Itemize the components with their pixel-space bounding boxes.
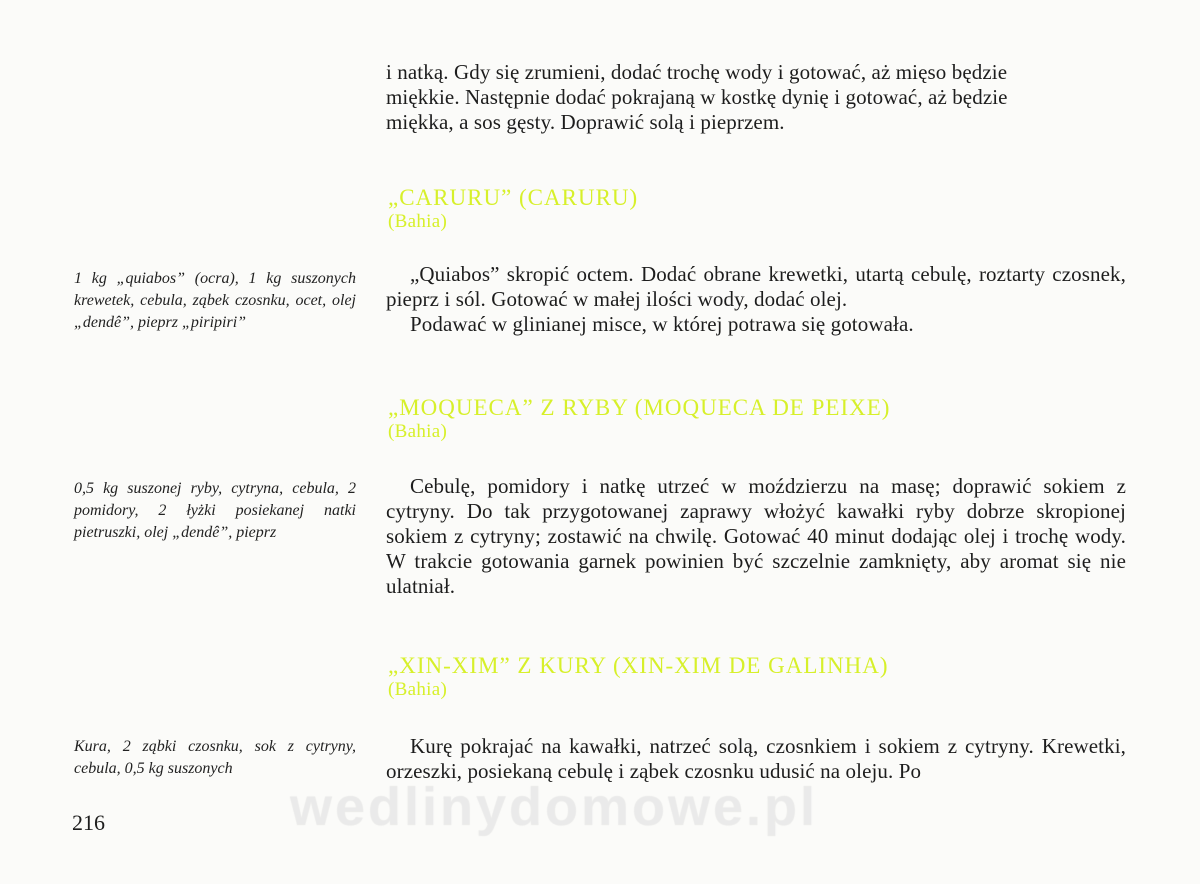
recipe-title: „MOQUECA” Z RYBY (MOQUECA DE PEIXE)	[388, 395, 891, 420]
ingredients-caruru: 1 kg „quiabos” (ocra), 1 kg suszonych krewetek, cebula, ząbek czosnku, ocet, olej „dendê”, pieprz „piripiri”	[74, 270, 356, 331]
recipe-heading-caruru	[388, 186, 638, 234]
instructions-paragraph: „Quiabos” skropić octem. Dodać obrane krewetki, utartą cebulę, roztarty czosnek, pieprz i sól. Gotować w małej ilości wody, dodać olej.	[386, 262, 1126, 311]
ingredients-moqueca: 0,5 kg suszonej ryby, cytryna, cebula, 2 pomidory, 2 łyżki posiekanej natki pietruszki, olej „dendê”, pieprz	[74, 480, 356, 541]
recipe-title: „XIN-XIM” Z KURY (XIN-XIM DE GALINHA)	[388, 653, 889, 678]
intro-paragraph	[386, 60, 1126, 135]
recipe-title: „CARURU” (CARURU)	[388, 185, 639, 210]
instructions-caruru	[386, 262, 1126, 337]
watermark: wedlinydomowe.pl	[290, 777, 819, 837]
recipe-heading-xinxim	[388, 654, 889, 702]
instructions-moqueca	[386, 474, 1126, 599]
instructions-paragraph: Podawać w glinianej misce, w której potrawa się gotowała.	[410, 312, 914, 336]
intro-line: miękkie. Następnie dodać pokrajaną w kostkę dynię i gotować, aż będzie	[386, 85, 1008, 109]
instructions-paragraph: Kurę pokrajać na kawałki, natrzeć solą, czosnkiem i sokiem z cytryny. Krewetki, orzeszki, posiekaną cebulę i ząbek czosnku udusić na oleju. Po	[386, 734, 1126, 783]
page-number: 216	[72, 810, 105, 835]
intro-line: miękka, a sos gęsty. Doprawić solą i pieprzem.	[386, 110, 785, 134]
recipe-heading-moqueca	[388, 396, 890, 444]
recipe-region: (Bahia)	[388, 421, 448, 442]
recipe-region: (Bahia)	[388, 211, 448, 232]
instructions-paragraph: Cebulę, pomidory i natkę utrzeć w moździerzu na masę; doprawić sokiem z cytryny. Do tak przygotowanej zaprawy włożyć kawałki ryby dobrze skropionej sokiem z cytryny; zostawić na chwilę. Gotować 40 minut dodając olej i trochę wody. W trakcie gotowania garnek powinien być szczelnie zamknięty, aby aromat się nie ulatniał.	[386, 474, 1126, 598]
recipe-region: (Bahia)	[388, 679, 448, 700]
intro-line: i natką. Gdy się zrumieni, dodać trochę wody i gotować, aż mięso będzie	[386, 60, 1008, 84]
ingredients-xinxim: Kura, 2 ząbki czosnku, sok z cytryny, cebula, 0,5 kg suszonych	[74, 738, 356, 777]
